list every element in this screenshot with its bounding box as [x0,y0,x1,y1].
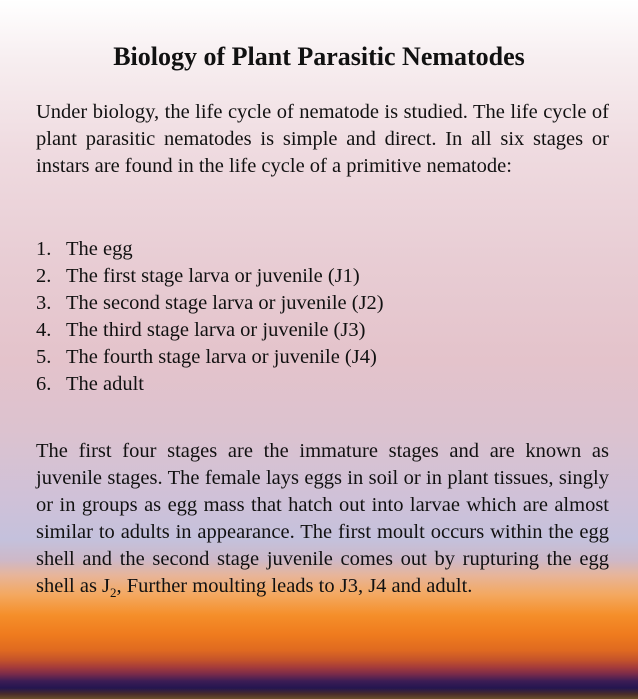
list-item [36,371,384,398]
list-text: The adult [66,373,144,395]
list-item [36,290,384,317]
list-item [36,263,384,290]
list-text: The third stage larva or juvenile (J3) [66,319,366,341]
page-title: Biology of Plant Parasitic Nematodes [113,42,525,71]
list-text: The second stage larva or juvenile (J2) [66,292,384,314]
list-number: 5. [36,346,52,368]
list-text: The egg [66,238,133,260]
list-item [36,317,384,344]
list-text: The first stage larva or juvenile (J1) [66,265,360,287]
list-number: 4. [36,319,52,341]
detail-text: The first four stages are the immature stages and are known as juvenile stages. The female lays eggs in soil or in plant tissues, singly or in groups as egg mass that hatch out into larvae which are almost similar to adults in appearance. The first moult occurs within the egg shell and the second stage juvenile comes out by rupturing the egg shell as J [36,440,609,597]
stage-list [36,236,384,398]
list-text: The fourth stage larva or juvenile (J4) [66,346,377,368]
list-number: 1. [36,238,52,260]
list-number: 2. [36,265,52,287]
list-item [36,236,384,263]
list-item [36,344,384,371]
list-number: 6. [36,373,52,395]
subscript-text: 2 [110,585,117,601]
detail-paragraph [36,438,609,600]
intro-paragraph: Under biology, the life cycle of nematode is studied. The life cycle of plant parasitic nematodes is simple and direct. In all six stages or instars are found in the life cycle of a primitive nematode: [36,101,609,177]
list-number: 3. [36,292,52,314]
detail-text-end: , Further moulting leads to J3, J4 and adult. [116,575,473,597]
